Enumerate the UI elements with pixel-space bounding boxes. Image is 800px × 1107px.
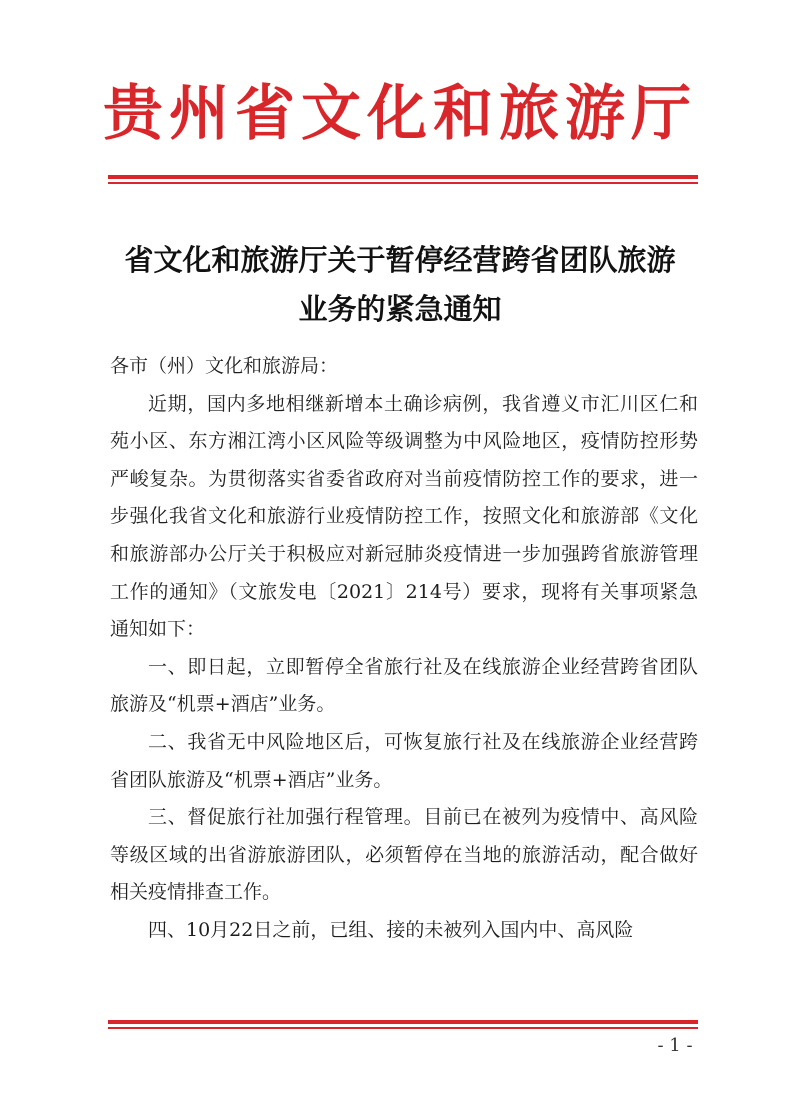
- item-3-paragraph: 三、督促旅行社加强行程管理。目前已在被列为疫情中、高风险等级区域的出省游旅游团队，必须暂停在当地的旅游活动，配合做好相关疫情排查工作。: [110, 806, 698, 904]
- item-4-paragraph: 四、10月22日之前，已组、接的未被列入国内中、高风险: [148, 918, 634, 941]
- letterhead-divider-thick: [108, 175, 698, 179]
- intro-paragraph: 近期，国内多地相继新增本土确诊病例，我省遵义市汇川区仁和苑小区、东方湘江湾小区风险等级调整为中风险地区，疫情防控形势严峻复杂。为贯彻落实省委省政府对当前疫情防控工作的要求，进一步强化我省文化和旅游行业疫情防控工作，按照文化和旅游部《文化和旅游部办公厅关于积极应对新冠肺炎疫情进一步加强跨省旅游管理工作的通知》（文旅发电〔2021〕214号）要求，现将有关事项紧急通知如下：: [110, 392, 698, 641]
- title-line-1: 省文化和旅游厅关于暂停经营跨省团队旅游: [124, 243, 676, 277]
- footer-divider-thin: [108, 1027, 698, 1029]
- item-2-paragraph: 二、我省无中风险地区后，可恢复旅行社及在线旅游企业经营跨省团队旅游及“机票+酒店”业务。: [110, 730, 698, 791]
- footer-divider-thick: [108, 1020, 698, 1024]
- document-body: [110, 348, 698, 950]
- document-title: [60, 236, 740, 334]
- page-number: - 1 -: [657, 1035, 693, 1056]
- title-line-2: 业务的紧急通知: [298, 292, 502, 326]
- salutation: 各市（州）文化和旅游局：: [110, 355, 339, 377]
- item-1-paragraph: 一、即日起，立即暂停全省旅行社及在线旅游企业经营跨省团队旅游及“机票+酒店”业务。: [110, 655, 698, 716]
- letterhead-org-name: 贵州省文化和旅游厅: [103, 79, 697, 149]
- letterhead-divider-thin: [108, 182, 698, 184]
